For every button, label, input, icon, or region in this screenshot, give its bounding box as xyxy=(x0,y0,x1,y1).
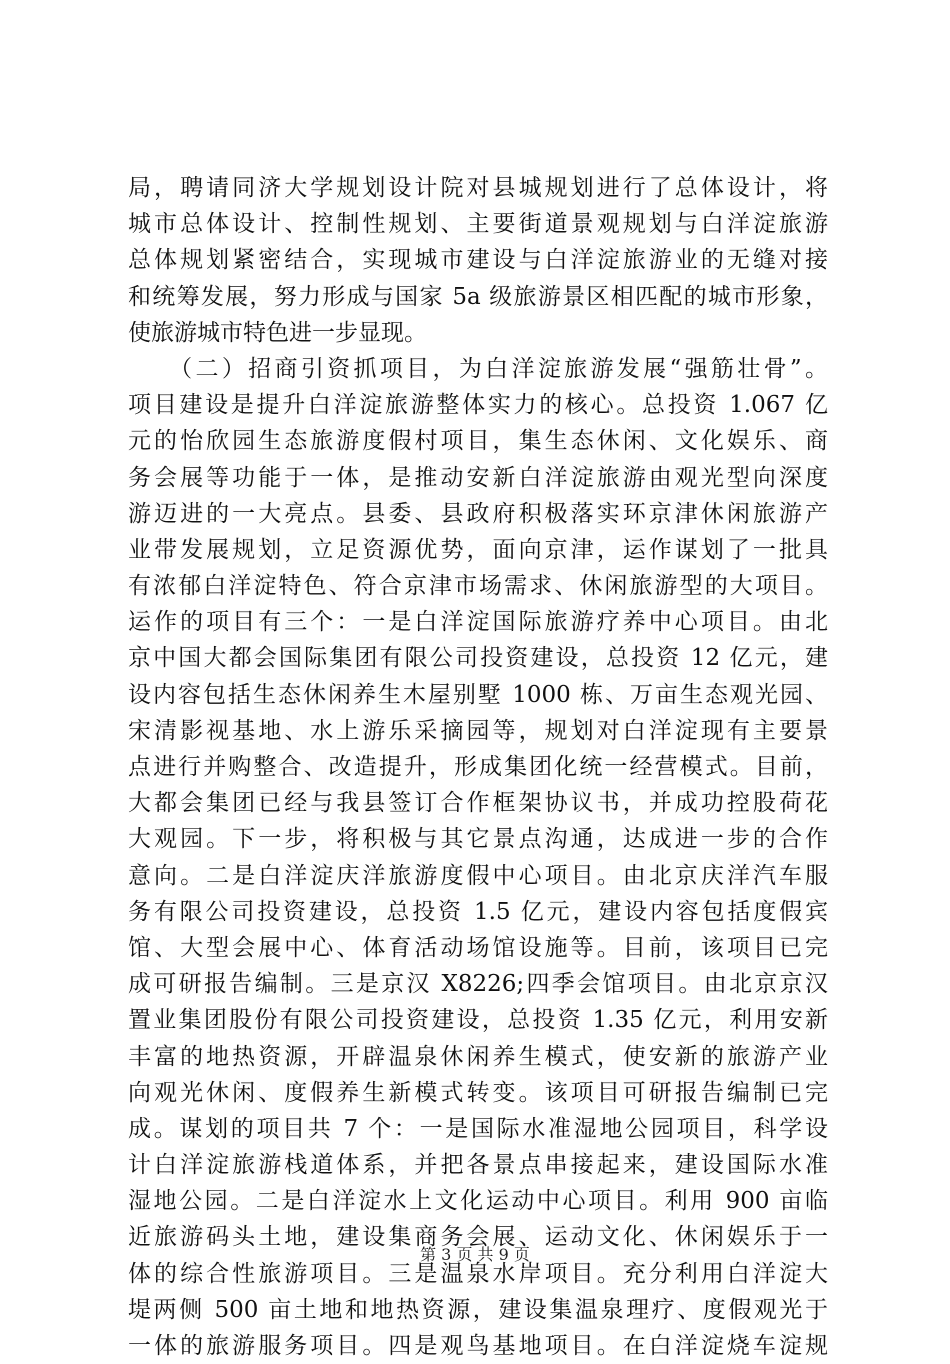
text-line: 计白洋淀旅游栈道体系，并把各景点串接起来，建设国际水准 xyxy=(128,1152,828,1179)
text-line: 近旅游码头土地，建设集商务会展、运动文化、休闲娱乐于一 xyxy=(128,1224,828,1251)
text-line: 游迈进的一大亮点。县委、县政府积极落实环京津休闲旅游产 xyxy=(128,500,828,527)
text-line: 局，聘请同济大学规划设计院对县城规划进行了总体设计，将 xyxy=(128,175,828,201)
text-line: （二）招商引资抓项目，为白洋淀旅游发展“强筋壮骨”。 xyxy=(128,355,828,382)
text-line: 务会展等功能于一体，是推动安新白洋淀旅游由观光型向深度 xyxy=(128,464,828,491)
text-line: 设内容包括生态休闲养生木屋别墅 1000 栋、万亩生态观光园、 xyxy=(128,681,828,708)
text-line: 丰富的地热资源，开辟温泉休闲养生模式，使安新的旅游产业 xyxy=(128,1043,828,1070)
body-text xyxy=(128,170,828,1364)
text-line: 运作的项目有三个：一是白洋淀国际旅游疗养中心项目。由北 xyxy=(128,609,828,636)
text-line: 项目建设是提升白洋淀旅游整体实力的核心。总投资 1.067 亿 xyxy=(128,392,828,419)
text-line: 湿地公园。二是白洋淀水上文化运动中心项目。利用 900 亩临 xyxy=(128,1188,828,1215)
text-line: 大观园。下一步，将积极与其它景点沟通，达成进一步的合作 xyxy=(128,826,828,853)
text-line: 宋清影视基地、水上游乐采摘园等，规划对白洋淀现有主要景 xyxy=(128,717,828,744)
text-line: 意向。二是白洋淀庆洋旅游度假中心项目。由北京庆洋汽车服 xyxy=(128,862,828,889)
text-line: 成可研报告编制。三是京汉 X8226;四季会馆项目。由北京京汉 xyxy=(128,971,828,998)
text-line: 置业集团股份有限公司投资建设，总投资 1.35 亿元，利用安新 xyxy=(128,1007,828,1034)
text-line: 向观光休闲、度假养生新模式转变。该项目可研报告编制已完 xyxy=(128,1079,828,1106)
text-line: 馆、大型会展中心、体育活动场馆设施等。目前，该项目已完 xyxy=(128,934,828,961)
text-line: 一体的旅游服务项目。四是观鸟基地项目。在白洋淀烧车淀规 xyxy=(128,1333,828,1359)
text-line: 成。谋划的项目共 7 个：一是国际水准湿地公园项目，科学设 xyxy=(128,1115,828,1142)
text-line: 堤两侧 500 亩土地和地热资源，建设集温泉理疗、度假观光于 xyxy=(128,1296,828,1323)
text-line: 总体规划紧密结合，实现城市建设与白洋淀旅游业的无缝对接 xyxy=(128,247,828,274)
text-line: 务有限公司投资建设，总投资 1.5 亿元，建设内容包括度假宾 xyxy=(128,898,828,925)
text-line: 体的综合性旅游项目。三是温泉水岸项目。充分利用白洋淀大 xyxy=(128,1260,828,1287)
text-line: 点进行并购整合、改造提升，形成集团化统一经营模式。目前， xyxy=(128,754,828,780)
page-footer: 第 3 页 共 9 页 xyxy=(420,1245,530,1264)
text-line: 大都会集团已经与我县签订合作框架协议书，并成功控股荷花 xyxy=(128,790,828,817)
text-line: 城市总体设计、控制性规划、主要街道景观规划与白洋淀旅游 xyxy=(128,211,828,238)
text-line: 京中国大都会国际集团有限公司投资建设，总投资 12 亿元，建 xyxy=(128,645,828,672)
text-line: 业带发展规划，立足资源优势，面向京津，运作谋划了一批具 xyxy=(128,536,828,563)
text-line: 有浓郁白洋淀特色、符合京津市场需求、休闲旅游型的大项目。 xyxy=(128,573,828,600)
text-line: 元的怡欣园生态旅游度假村项目，集生态休闲、文化娱乐、商 xyxy=(128,428,828,455)
text-line: 使旅游城市特色进一步显现。 xyxy=(128,319,427,346)
text-line: 和统筹发展，努力形成与国家 5a 级旅游景区相匹配的城市形象， xyxy=(128,283,828,310)
